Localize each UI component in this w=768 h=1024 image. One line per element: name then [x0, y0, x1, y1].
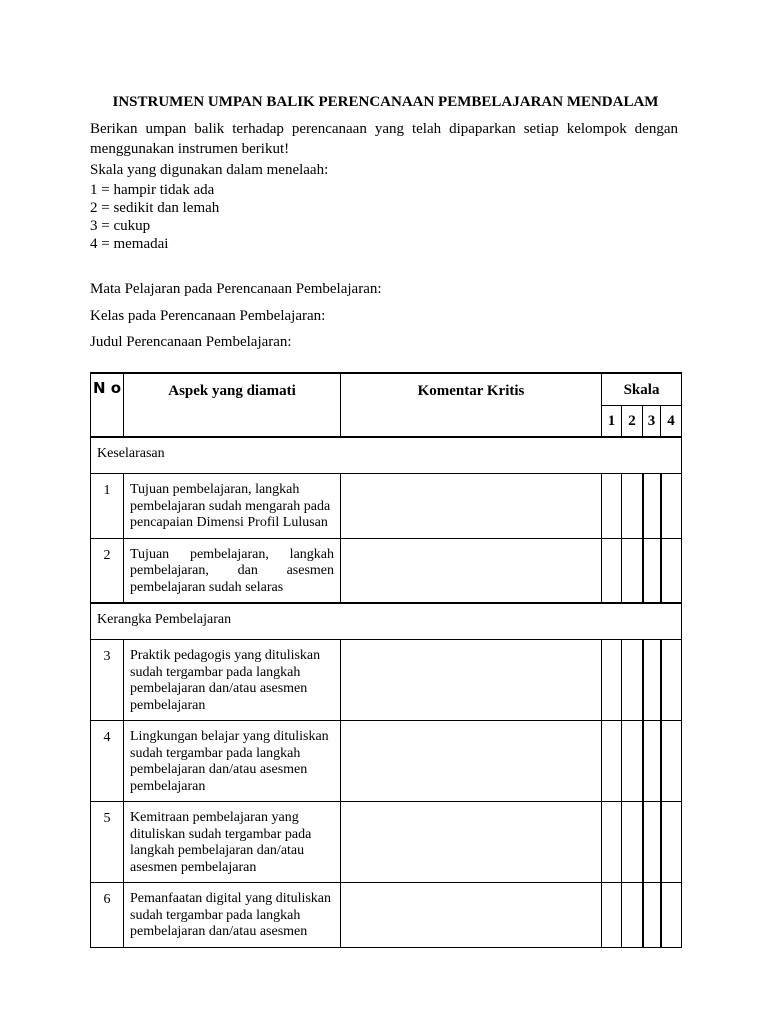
comment-cell[interactable]	[341, 721, 602, 802]
scale-cell-3[interactable]	[643, 538, 661, 603]
scale-cell-3[interactable]	[643, 474, 661, 539]
row-aspect: Kemitraan pembelajaran yang dituliskan sudah tergambar pada langkah pembelajaran dan/atau asesmen pembelajaran	[124, 802, 341, 883]
scale-cell-2[interactable]	[622, 883, 643, 948]
scale-intro: Skala yang digunakan dalam menelaah:	[90, 162, 329, 178]
scale-cell-2[interactable]	[622, 538, 643, 603]
row-number: 6	[91, 883, 124, 948]
header-comment: Komentar Kritis	[341, 373, 602, 437]
row-number: 2	[91, 538, 124, 603]
header-scale-1: 1	[602, 406, 622, 438]
scale-item: 4 = memadai	[90, 236, 169, 252]
scale-cell-4[interactable]	[661, 802, 682, 883]
section-row	[91, 437, 682, 474]
scale-cell-2[interactable]	[622, 474, 643, 539]
scale-item: 2 = sedikit dan lemah	[90, 200, 220, 216]
scale-item: 1 = hampir tidak ada	[90, 182, 215, 198]
scale-cell-1[interactable]	[602, 474, 622, 539]
row-aspect: Tujuan pembelajaran, langkah pembelajaran sudah mengarah pada pencapaian Dimensi Profil Lulusan	[124, 474, 341, 539]
section-row	[91, 603, 682, 640]
comment-cell[interactable]	[341, 538, 602, 603]
comment-cell[interactable]	[341, 640, 602, 721]
scale-cell-4[interactable]	[661, 640, 682, 721]
scale-cell-3[interactable]	[643, 721, 661, 802]
comment-cell[interactable]	[341, 474, 602, 539]
scale-cell-4[interactable]	[661, 883, 682, 948]
scale-cell-1[interactable]	[602, 721, 622, 802]
table-row	[91, 640, 682, 721]
scale-cell-2[interactable]	[622, 802, 643, 883]
scale-cell-4[interactable]	[661, 474, 682, 539]
section-label: Kerangka Pembelajaran	[91, 603, 682, 640]
row-aspect: Lingkungan belajar yang dituliskan sudah tergambar pada langkah pembelajaran dan/atau asesmen pembelajaran	[124, 721, 341, 802]
scale-item: 3 = cukup	[90, 218, 151, 234]
lesson-title-field-label: Judul Perencanaan Pembelajaran:	[90, 334, 292, 350]
row-aspect: Tujuan pembelajaran, langkah pembelajaran, dan asesmen pembelajaran sudah selaras	[124, 538, 341, 603]
header-scale: Skala	[602, 373, 682, 406]
header-scale-2: 2	[622, 406, 643, 438]
header-scale-4: 4	[661, 406, 682, 438]
row-number: 4	[91, 721, 124, 802]
scale-cell-3[interactable]	[643, 640, 661, 721]
header-aspect: Aspek yang diamati	[124, 373, 341, 437]
section-label: Keselarasan	[91, 437, 682, 474]
table-row	[91, 883, 682, 948]
scale-cell-1[interactable]	[602, 538, 622, 603]
document-title: INSTRUMEN UMPAN BALIK PERENCANAAN PEMBELAJARAN MENDALAM	[112, 94, 659, 110]
scale-cell-4[interactable]	[661, 538, 682, 603]
feedback-table	[90, 372, 682, 948]
scale-cell-2[interactable]	[622, 721, 643, 802]
row-aspect: Pemanfaatan digital yang dituliskan sudah tergambar pada langkah pembelajaran dan/atau asesmen	[124, 883, 341, 948]
intro-paragraph: Berikan umpan balik terhadap perencanaan yang telah dipaparkan setiap kelompok dengan menggunakan instrumen berikut!	[90, 121, 678, 157]
scale-cell-3[interactable]	[643, 802, 661, 883]
scale-cell-1[interactable]	[602, 883, 622, 948]
table-row	[91, 721, 682, 802]
header-scale-3: 3	[643, 406, 661, 438]
comment-cell[interactable]	[341, 802, 602, 883]
header-no: N o	[91, 373, 124, 437]
scale-cell-2[interactable]	[622, 640, 643, 721]
table-row	[91, 802, 682, 883]
row-aspect: Praktik pedagogis yang dituliskan sudah tergambar pada langkah pembelajaran dan/atau asesmen pembelajaran	[124, 640, 341, 721]
row-number: 1	[91, 474, 124, 539]
class-field-label: Kelas pada Perencanaan Pembelajaran:	[90, 308, 326, 324]
scale-cell-1[interactable]	[602, 802, 622, 883]
row-number: 3	[91, 640, 124, 721]
row-number: 5	[91, 802, 124, 883]
scale-cell-3[interactable]	[643, 883, 661, 948]
subject-field-label: Mata Pelajaran pada Perencanaan Pembelajaran:	[90, 281, 382, 297]
comment-cell[interactable]	[341, 883, 602, 948]
scale-cell-4[interactable]	[661, 721, 682, 802]
table-row	[91, 474, 682, 539]
table-row	[91, 538, 682, 603]
scale-cell-1[interactable]	[602, 640, 622, 721]
scale-list	[90, 181, 219, 253]
